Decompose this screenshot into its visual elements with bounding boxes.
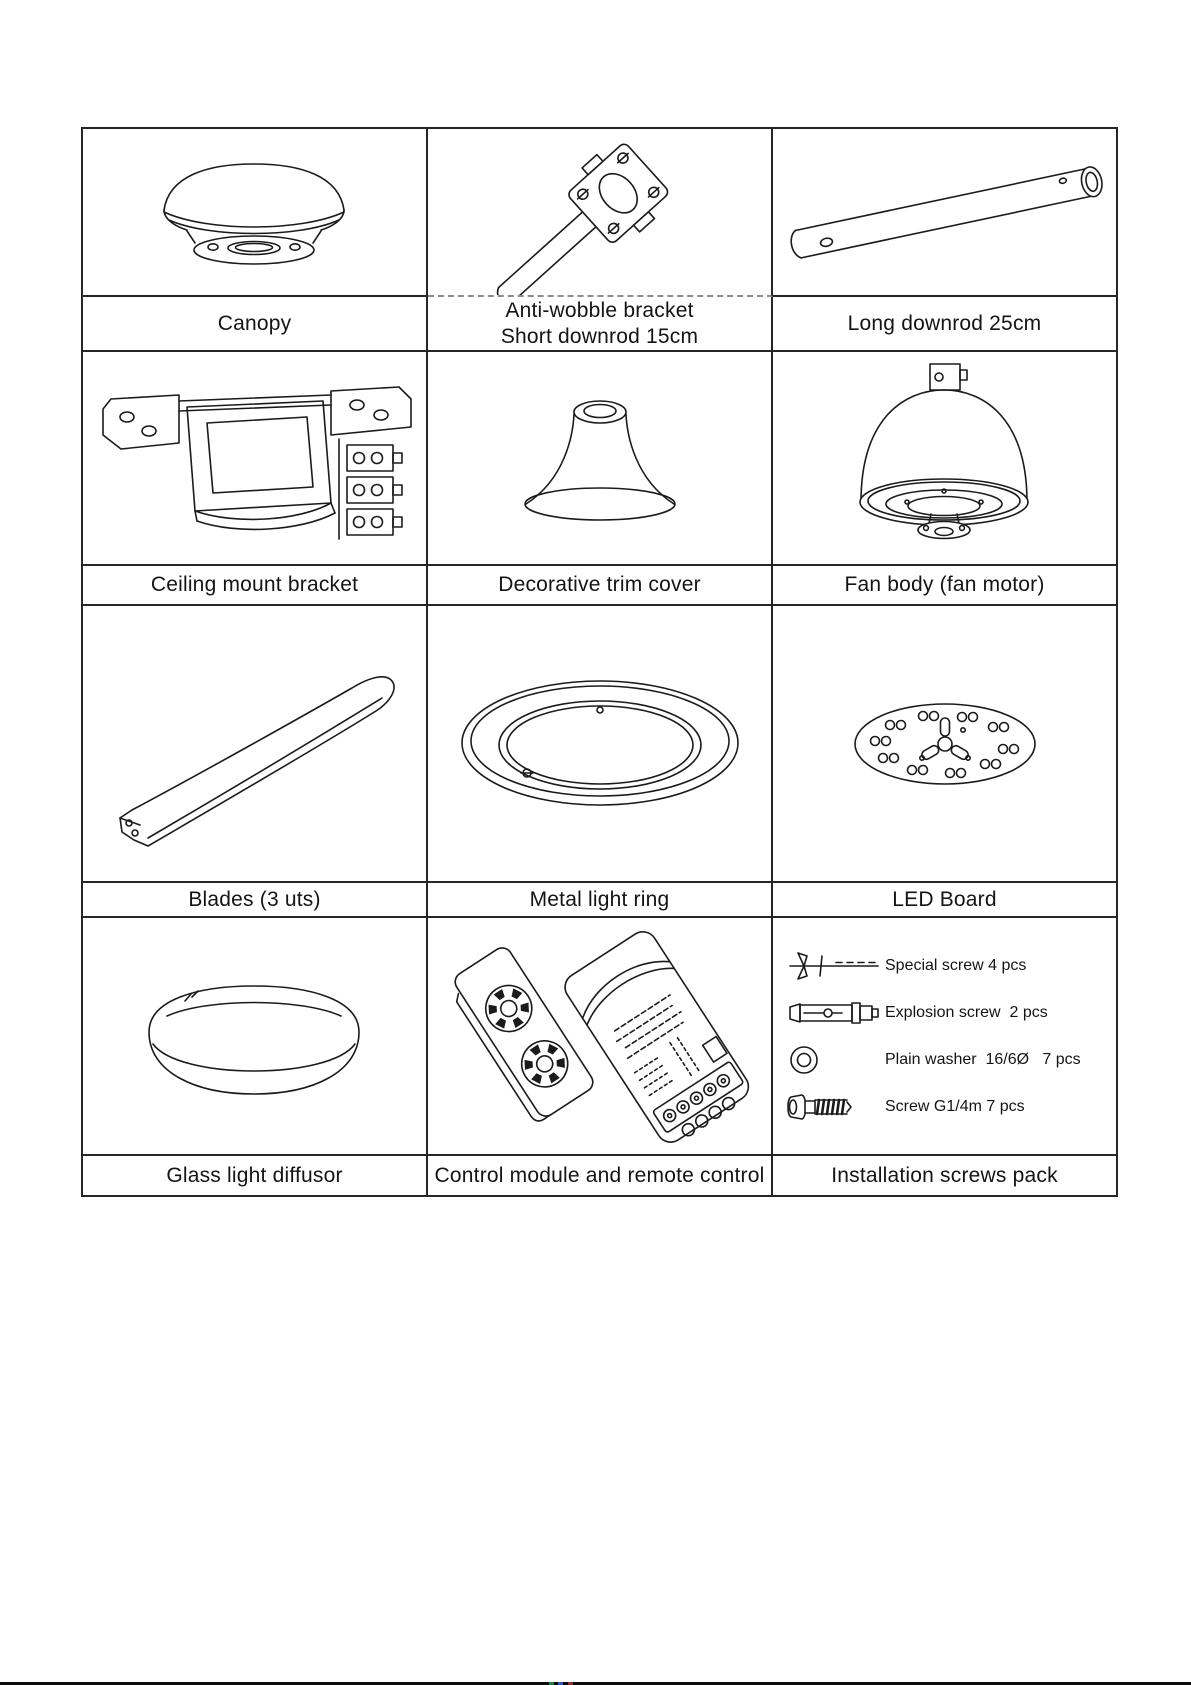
special-screw-label: Special screw 4 pcs [885,956,1027,974]
anti-wobble-bracket-drawing [485,129,715,296]
long-downrod-label-text: Long downrod 25cm [847,311,1042,335]
label-canopy [83,297,428,352]
label-fan-body [773,566,1116,606]
label-control-module [428,1156,773,1195]
cell-canopy-image [83,129,428,297]
ceiling-bracket-label-text: Ceiling mount bracket [150,573,359,597]
cell-screws-pack [773,918,1116,1156]
plain-washer-icon [784,1043,884,1077]
plain-washer-label: Plain washer 16/6Ø 7 pcs [885,1050,1081,1068]
cell-long-downrod-image [773,129,1116,297]
screws-pack-row-explosion-screw [783,996,1112,1030]
label-anti-wobble [428,297,773,352]
label-ceiling-bracket [83,566,428,606]
label-screws-pack [773,1156,1116,1195]
cell-trim-cover-image [428,352,773,566]
screws-pack-row-screw-g14m [783,1090,1112,1124]
explosion-screw-icon [784,996,884,1030]
led-board-drawing [850,694,1040,794]
ceiling-mount-bracket-drawing [95,361,415,556]
trim-cover-label-text: Decorative trim cover [498,573,701,597]
cell-anti-wobble-image [428,129,773,297]
canopy-label-text: Canopy [217,311,292,335]
fan-body-drawing [827,358,1062,558]
cell-blades-image [83,606,428,883]
glass-diffusor-label-text: Glass light diffusor [166,1163,343,1187]
screws-pack-label-text: Installation screws pack [831,1163,1058,1187]
control-module-remote-drawing [432,920,767,1152]
label-led-board [773,883,1116,918]
control-module-label-text: Control module and remote control [434,1163,765,1187]
canopy-drawing [147,150,362,275]
cell-light-ring-image [428,606,773,883]
cell-glass-diffusor-image [83,918,428,1156]
cell-led-board-image [773,606,1116,883]
label-glass-diffusor [83,1156,428,1195]
fan-blade-drawing [100,624,410,864]
fan-body-label-text: Fan body (fan motor) [844,573,1045,597]
glass-diffusor-drawing [137,954,372,1119]
blades-label-text: Blades (3 uts) [188,887,321,911]
screws-pack-row-special-screw [783,949,1112,983]
explosion-screw-label: Explosion screw 2 pcs [885,1003,1048,1021]
screws-pack-row-plain-washer [783,1043,1112,1077]
label-light-ring [428,883,773,918]
metal-light-ring-drawing [455,669,745,819]
anti-wobble-label-line1: Anti-wobble bracket [505,298,694,322]
cell-fan-body-image [773,352,1116,566]
anti-wobble-label-line2: Short downrod 15cm [500,324,699,348]
cell-ceiling-bracket-image [83,352,428,566]
hex-socket-screw-icon [784,1090,884,1124]
decorative-trim-cover-drawing [505,391,695,526]
long-downrod-drawing [785,157,1105,267]
label-trim-cover [428,566,773,606]
parts-table [81,127,1118,1197]
cell-control-module-image [428,918,773,1156]
label-long-downrod [773,297,1116,352]
special-screw-icon [784,949,884,983]
led-board-label-text: LED Board [892,887,997,911]
light-ring-label-text: Metal light ring [529,887,670,911]
screw-g14m-label: Screw G1/4m 7 pcs [885,1097,1025,1115]
label-blades [83,883,428,918]
